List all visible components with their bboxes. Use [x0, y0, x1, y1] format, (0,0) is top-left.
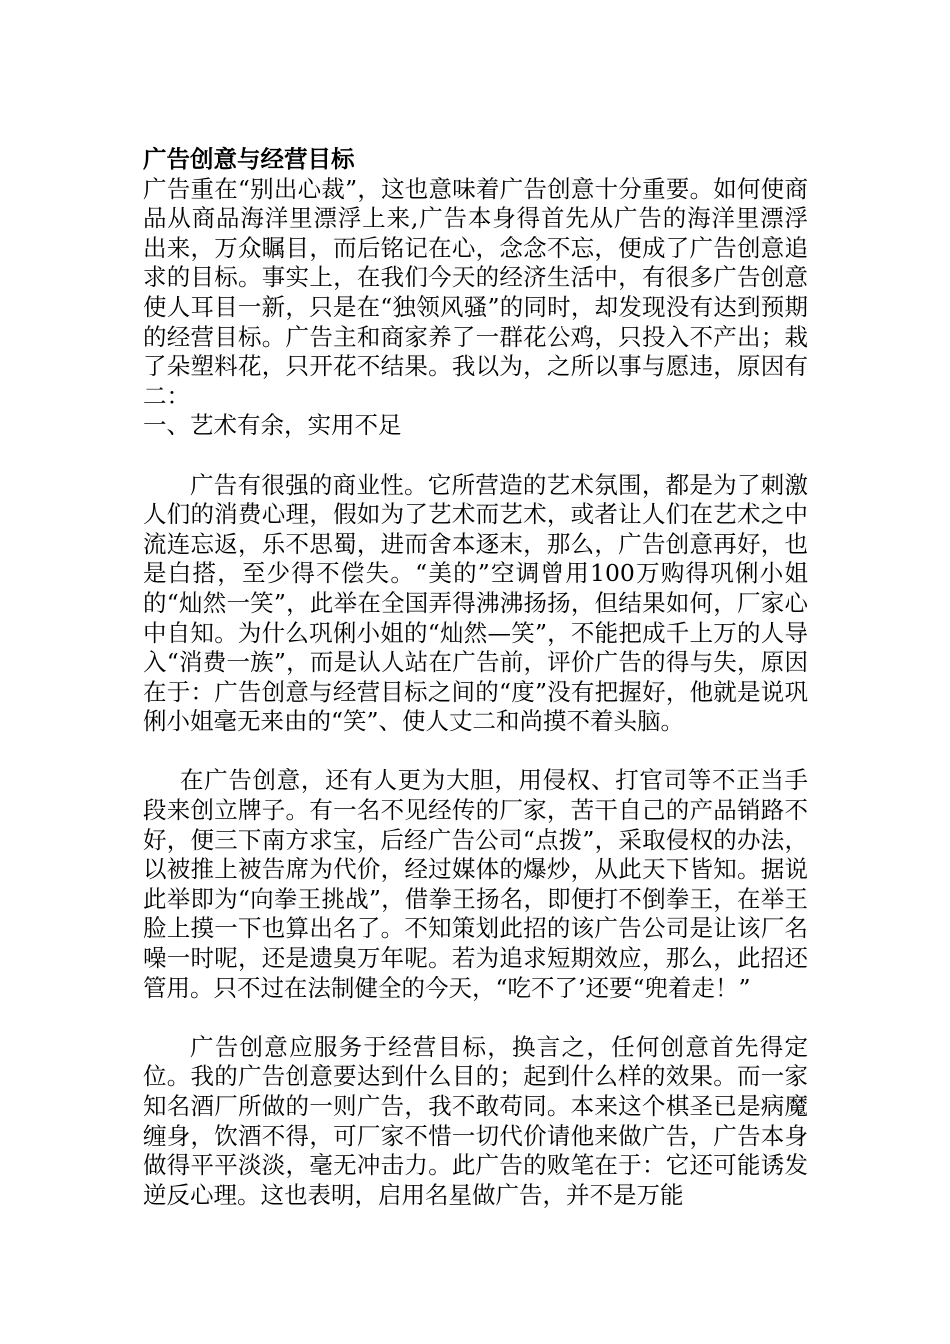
document-body	[143, 145, 808, 1210]
body-paragraph-1: 广告有很强的商业性。它所营造的艺术氛围，都是为了刺激人们的消费心理，假如为了艺术而艺术，或者让人们在艺术之中流连忘返，乐不思蜀，进而舍本逐末，那么，广告创意再好，也是白搭，至少得不偿失。“美的”空调曾用100万购得巩俐小姐的“灿然一笑”，此举在全国弄得沸沸扬扬，但结果如何，厂家心中自知。为什么巩俐小姐的“灿然—笑”，不能把成千上万的人导入“消费一族”，而是认人站在广告前，评价广告的得与失，原因在于：广告创意与经营目标之间的“度”没有把握好，他就是说巩俐小姐毫无来由的“笑”、使人丈二和尚摸不着头脑。	[143, 470, 808, 736]
section-heading: 一、艺术有余，实用不足	[143, 411, 402, 440]
document-title: 广告创意与经营目标	[143, 145, 355, 173]
intro-paragraph: 广告重在“别出心裁”，这也意味着广告创意十分重要。如何使商品从商品海洋里漂浮上来,广告本身得首先从广告的海洋里漂浮出来，万众瞩目，而后铭记在心，念念不忘，便成了广告创意追求的目标。事实上，在我们今天的经济生活中，有很多广告创意使人耳目一新，只是在“独领风骚”的同时，却发现没有达到预期的经营目标。广告主和商家养了一群花公鸡，只投入不产出；栽了朵塑料花，只开花不结果。我以为，之所以事与愿违，原因有二：	[143, 174, 808, 410]
body-paragraph-3: 广告创意应服务于经营目标，换言之，任何创意首先得定位。我的广告创意要达到什么目的；起到什么样的效果。而一家知名酒厂所做的一则广告，我不敢苟同。本来这个棋圣已是病魔缠身，饮酒不得，可厂家不惜一切代价请他来做广告，广告本身做得平平淡淡，毫无冲击力。此广告的败笔在于：它还可能诱发逆反心理。这也表明，启用名星做广告，并不是万能	[143, 1032, 808, 1209]
body-paragraph-2: 在广告创意，还有人更为大胆，用侵权、打官司等不正当手段来创立牌子。有一名不见经传的厂家，苦干自己的产品销路不好，便三下南方求宝，后经广告公司“点拨”，采取侵权的办法，以被推上被告席为代价，经过媒体的爆炒，从此天下皆知。据说此举即为“向拳王挑战”，借拳王扬名，即便打不倒拳王，在举王脸上摸一下也算出名了。不知策划此招的该广告公司是让该厂名噪一时呢，还是遗臭万年呢。若为追求短期效应，那么，此招还管用。只不过在法制健全的今天，“吃不了’还要“兜着走！”	[143, 766, 808, 1002]
